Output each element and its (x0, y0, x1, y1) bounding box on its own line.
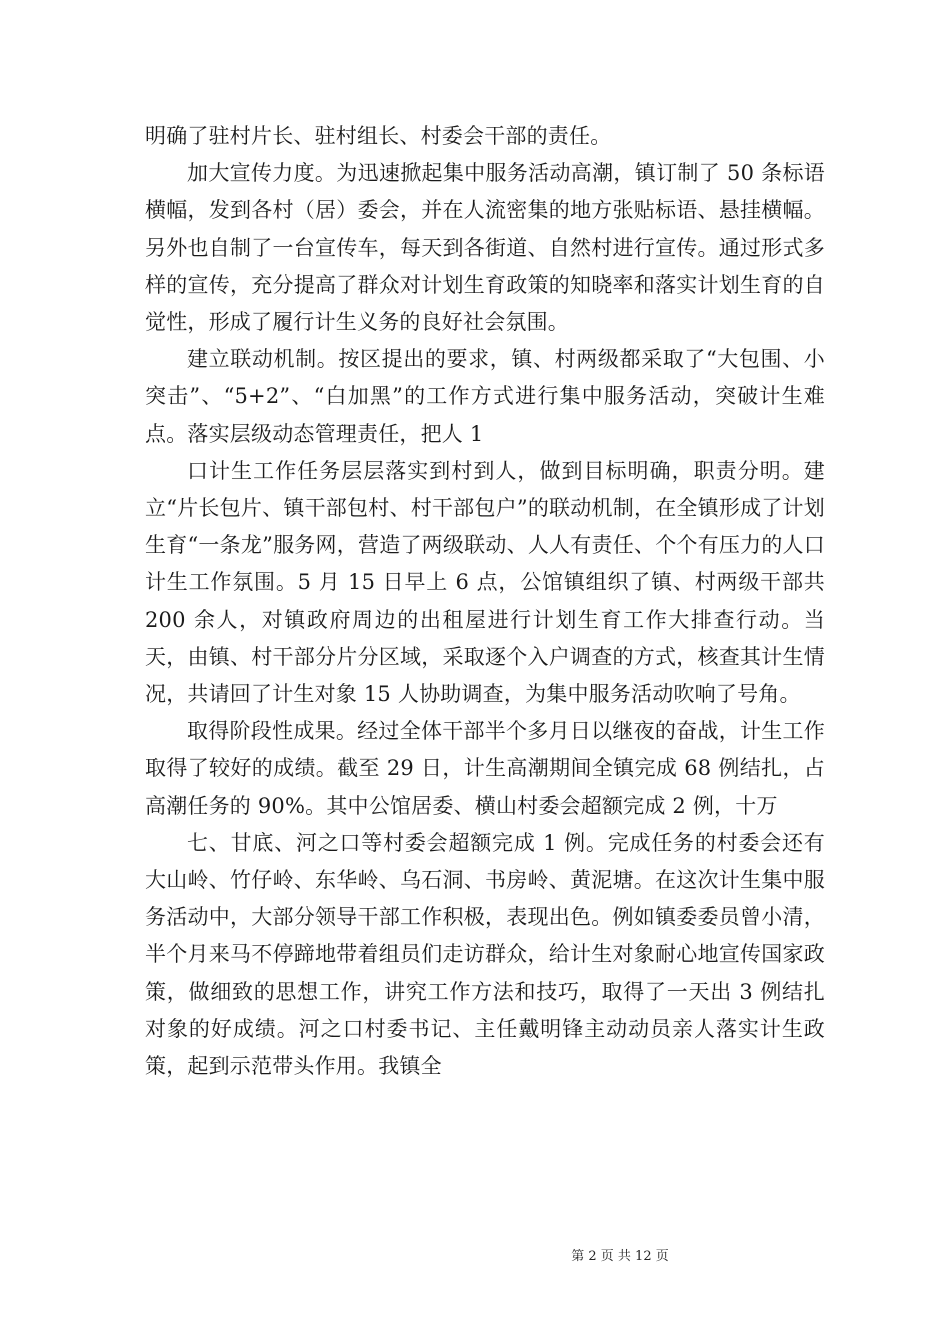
paragraph-5: 取得阶段性成果。经过全体干部半个多月日以继夜的奋战，计生工作取得了较好的成绩。截至 29 日，计生高潮期间全镇完成 68 例结扎，占高潮任务的 90%。其中公馆居委、横山村委会超额完成 2 例，十万 (145, 719, 825, 818)
paragraph-3: 建立联动机制。按区提出的要求，镇、村两级都采取了“大包围、小突击”、“5+2”、“白加黑”的工作方式进行集中服务活动，突破计生难点。落实层级动态管理责任，把人 1 (145, 347, 825, 446)
page-number-footer: 第 2 页 共 12 页 (571, 1249, 669, 1264)
paragraph-6: 七、甘底、河之口等村委会超额完成 1 例。完成任务的村委会还有大山岭、竹仔岭、东华岭、乌石洞、书房岭、黄泥塘。在这次计生集中服务活动中，大部分领导干部工作积极，表现出色。例如镇委委员曾小清，半个月来马不停蹄地带着组员们走访群众，给计生对象耐心地宣传国家政策，做细致的思想工作，讲究工作方法和技巧，取得了一天出 3 例结扎对象的好成绩。河之口村委书记、主任戴明锋主动动员亲人落实计生政策，起到示范带头作用。我镇全 (145, 830, 825, 1079)
body-text (145, 118, 825, 1085)
paragraph-4: 口计生工作任务层层落实到村到人，做到目标明确，职责分明。建立“片长包片、镇干部包村、村干部包户”的联动机制，在全镇形成了计划生育“一条龙”服务网，营造了两级联动、人人有责任、个个有压力的人口计生工作氛围。5 月 15 日早上 6 点，公馆镇组织了镇、村两级干部共 200 余人，对镇政府周边的出租屋进行计划生育工作大排查行动。当天，由镇、村干部分片分区域，采取逐个入户调查的方式，核查其计生情况，共请回了计生对象 15 人协助调查，为集中服务活动吹响了号角。 (145, 458, 825, 707)
paragraph-2: 加大宣传力度。为迅速掀起集中服务活动高潮，镇订制了 50 条标语横幅，发到各村（居）委会，并在人流密集的地方张贴标语、悬挂横幅。另外也自制了一台宣传车，每天到各街道、自然村进行宣传。通过形式多样的宣传，充分提高了群众对计划生育政策的知晓率和落实计划生育的自觉性，形成了履行计生义务的良好社会氛围。 (145, 161, 825, 335)
paragraph-1: 明确了驻村片长、驻村组长、村委会干部的责任。 (145, 124, 612, 148)
